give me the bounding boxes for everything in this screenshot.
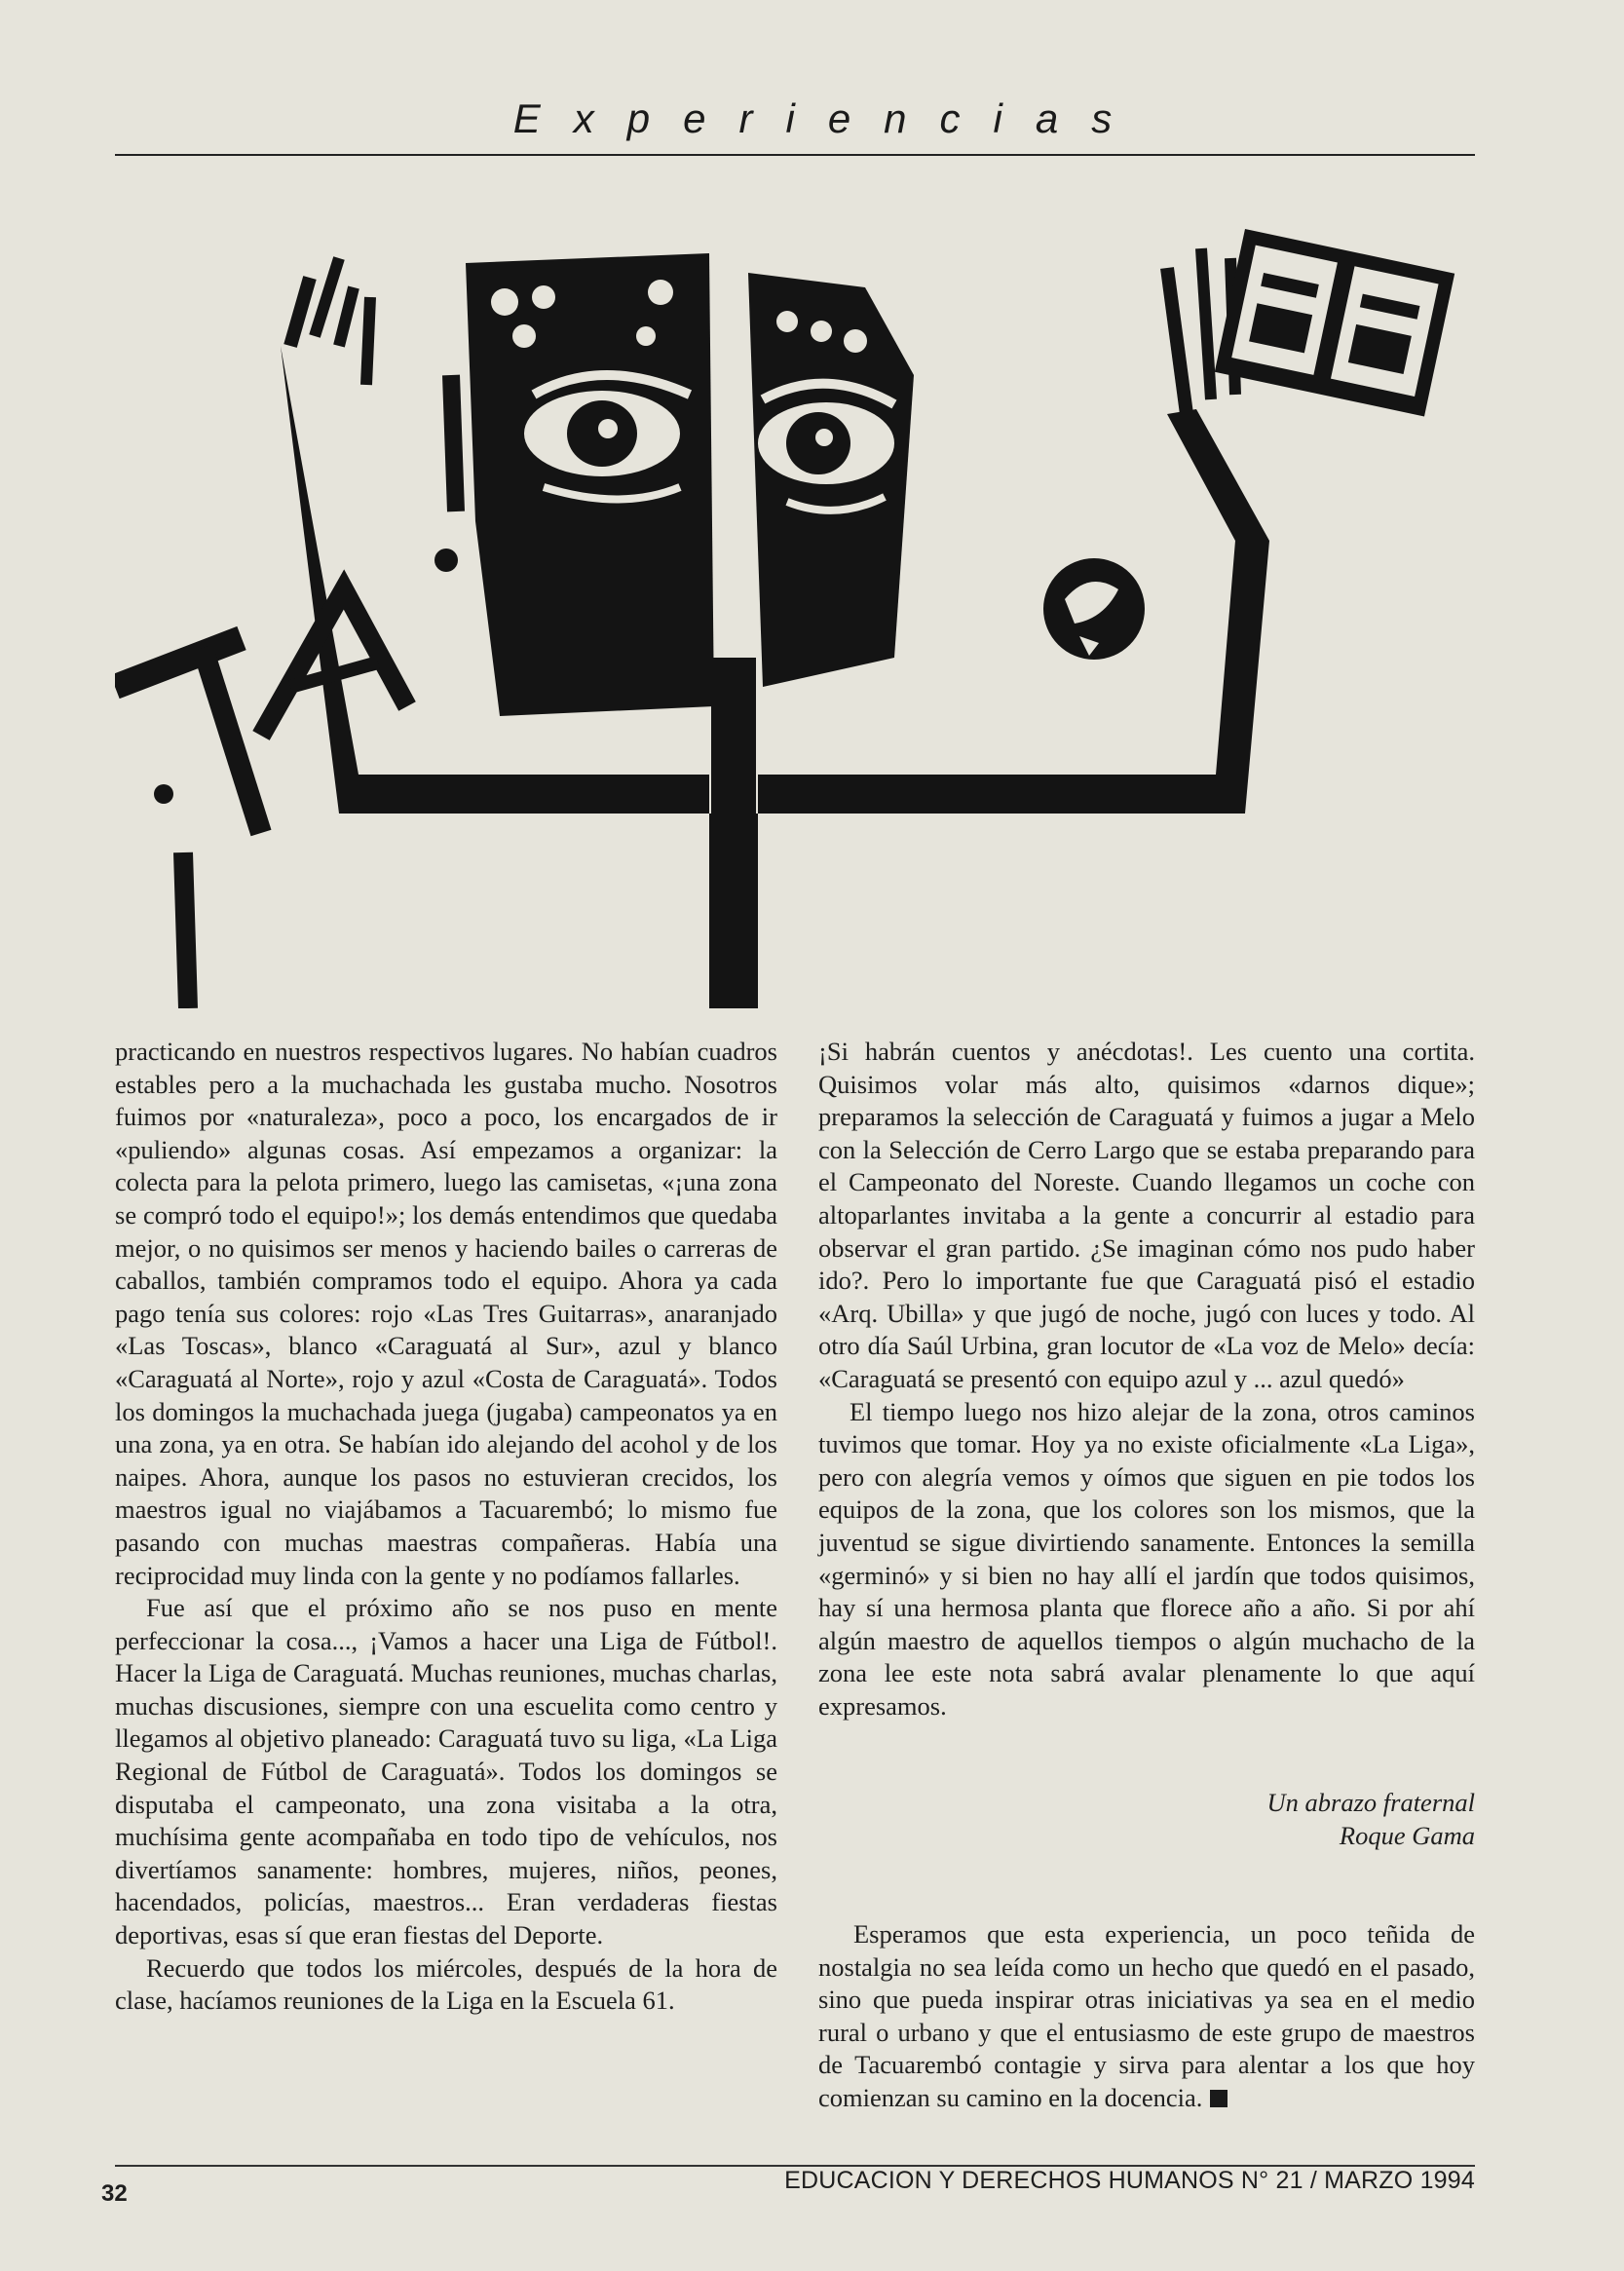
section-header: [115, 95, 1475, 156]
article-column-right: [818, 1036, 1475, 1722]
article-column-left: [115, 1036, 777, 2018]
body-paragraph: practicando en nuestros respectivos lugares. No habían cuadros estables pero a la muchachada les gustaba mucho. Nosotros fuimos por «naturaleza», poco a poco, los encargados de ir «puliendo» algunas cosas. Así empezamos a organizar: la colecta para la pelota primero, luego las camisetas, «¡una zona se compró todo el equipo!»; los demás entendimos que quedaba mejor, o no quisimos ser menos y haciendo bailes o carreras de caballos, también compramos todo el equipo. Ahora ya cada pago tenía sus colores: rojo «Las Tres Guitarras», anaranjado «Las Toscas», blanco «Caraguatá al Sur», azul y blanco «Caraguatá al Norte», rojo y azul «Costa de Caraguatá». Todos los domingos la muchachada juega (jugaba) campeonatos ya en una zona, ya en otra. Se habían ido alejando del acohol y de los naipes. Ahora, aunque los pasos no estuvieran crecidos, los maestros igual no viajábamos a Tacuarembó; lo mismo fue pasando con muchas maestras compañeras. Había una reciprocidad muy linda con la gente y no podíamos fallarles.: [115, 1037, 777, 1590]
publication-line: EDUCACION Y DERECHOS HUMANOS N° 21 / MARZO 1994: [784, 2167, 1475, 2194]
header-rule: [115, 154, 1475, 156]
author-signoff: [818, 1786, 1475, 1852]
body-paragraph: ¡Si habrán cuentos y anécdotas!. Les cuento una cortita. Quisimos volar más alto, quisimos «darnos dique»; preparamos la selección de Caraguatá y fuimos a jugar a Melo con la Selección de Cerro Largo que se estaba preparando para el Campeonato del Noreste. Cuando llegamos un coche con altoparlantes invitaba a la gente a concurrir al estadio para observar el gran partido. ¿Se imaginan cómo nos pudo haber ido?. Pero lo importante fue que Caraguatá pisó el estadio «Arq. Ubilla» y que jugó de noche, jugó con luces y todo. Al otro día Saúl Urbina, gran locutor de «La voz de Melo» decía: «Caraguatá se presentó con equipo azul y ... azul quedó»: [818, 1037, 1475, 1393]
end-of-article-mark: [1210, 2090, 1227, 2107]
body-paragraph: Recuerdo que todos los miércoles, después de la hora de clase, hacíamos reuniones de la Liga en la Escuela 61.: [115, 1952, 777, 2016]
section-title: Experiencias: [512, 95, 1146, 141]
illustration-drawing: [115, 229, 1498, 1008]
signoff-greeting: Un abrazo fraternal: [1266, 1788, 1475, 1817]
editorial-closing: [818, 1918, 1475, 2115]
closing-paragraph: [818, 1918, 1475, 2115]
author-name: Roque Gama: [1339, 1821, 1475, 1850]
closing-text: Esperamos que esta experiencia, un poco teñida de nostalgia no sea leída como un hecho que quedó en el pasado, sino que pueda inspirar otras iniciativas ya sea en el medio rural o urbano y que el entusiasmo de este grupo de maestros de Tacuarembó contagie y sirva para alentar a los que hoy comienzan su camino en la docencia.: [818, 1919, 1475, 2112]
woodcut-illustration: [115, 229, 1498, 1008]
body-paragraph: Fue así que el próximo año se nos puso en mente perfeccionar la cosa..., ¡Vamos a hacer una Liga de Fútbol!. Hacer la Liga de Caraguatá. Muchas reuniones, muchas charlas, muchas discusiones, siempre con una escuelita como centro y llegamos al objetivo planeado: Caraguatá tuvo su liga, «La Liga Regional de Fútbol de Caraguatá». Todos los domingos se disputaba el campeonato, una zona visitaba a la otra, muchísima gente acompañaba en todo tipo de vehículos, nos divertíamos sanamente: hombres, mujeres, niños, peones, hacendados, policías, maestros... Eran verdaderas fiestas deportivas, esas sí que eran fiestas del Deporte.: [115, 1593, 777, 1950]
page-number: 32: [101, 2180, 128, 2207]
body-paragraph: El tiempo luego nos hizo alejar de la zona, otros caminos tuvimos que tomar. Hoy ya no existe oficialmente «La Liga», pero con alegría vemos y oímos que siguen en pie todos los equipos de la zona, que los colores son los mismos, que la juventud se sigue divirtiendo sanamente. Entonces la semilla «germinó» y si bien no hay allí el jardín que todos quisimos, hay sí una hermosa planta que florece año a año. Si por ahí algún maestro de aquellos tiempos o algún muchacho de la zona lee este nota sabrá avalar plenamente lo que aquí expresamos.: [818, 1396, 1475, 1721]
